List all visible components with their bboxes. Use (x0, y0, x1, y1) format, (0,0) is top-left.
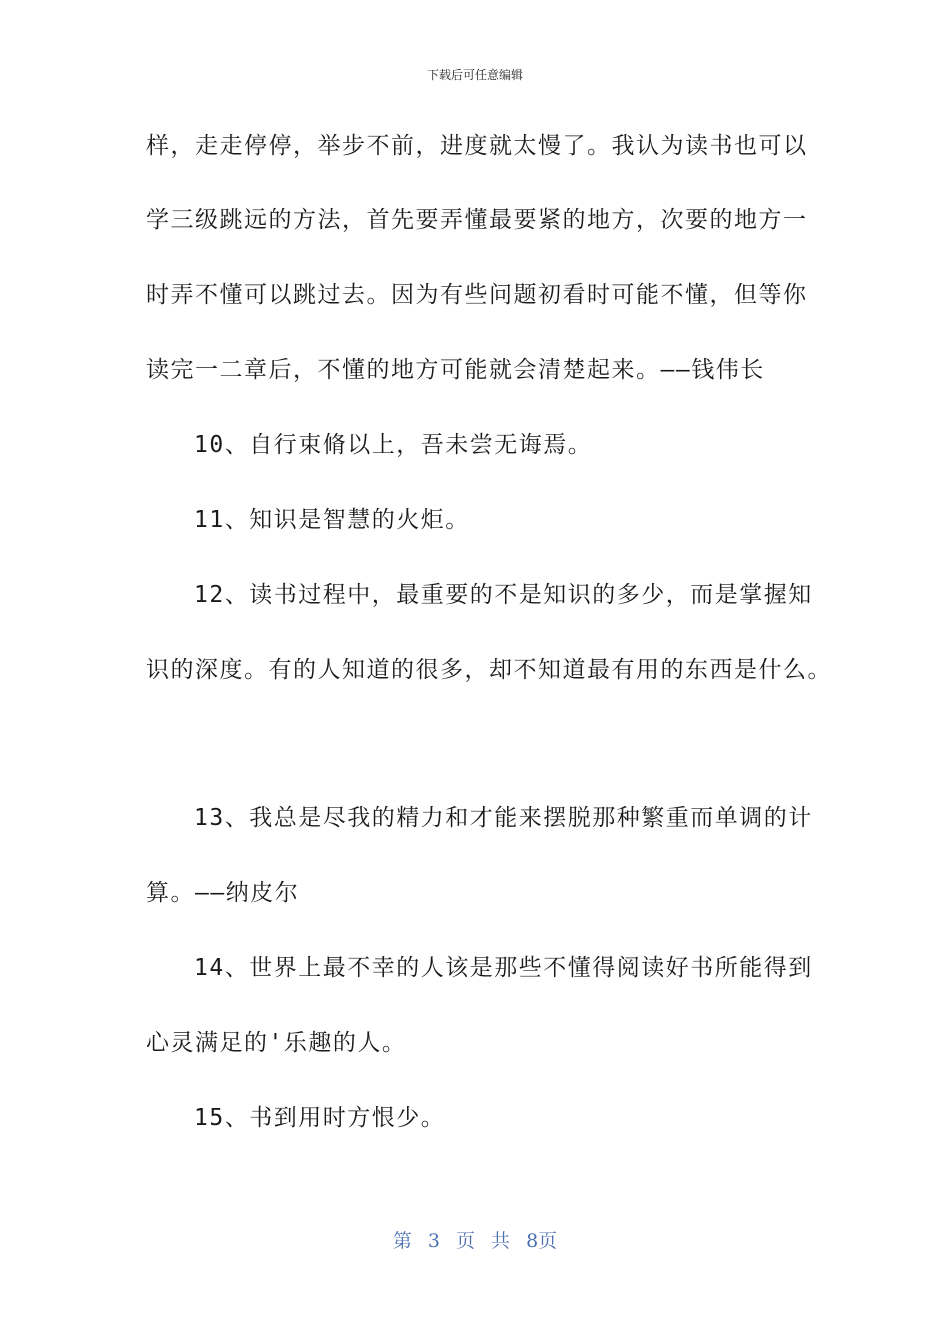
body-line: 心灵满足的'乐趣的人。 (146, 1030, 407, 1056)
body-line: 算。——纳皮尔 (146, 880, 300, 906)
quote-13: 13、我总是尽我的精力和才能来摆脱那种繁重而单调的计 (194, 805, 813, 831)
quote-15: 15、书到用时方恨少。 (194, 1105, 446, 1131)
quote-11: 11、知识是智慧的火炬。 (194, 507, 470, 533)
header-note: 下载后可任意编辑 (426, 68, 523, 82)
body-line: 读完一二章后，不懂的地方可能就会清楚起来。——钱伟长 (146, 357, 765, 383)
body-line: 学三级跳远的方法，首先要弄懂最要紧的地方，次要的地方一 (146, 207, 808, 233)
quote-12: 12、读书过程中，最重要的不是知识的多少，而是掌握知 (194, 582, 813, 608)
quote-10: 10、自行束脩以上，吾未尝无诲焉。 (194, 432, 593, 458)
body-line: 样，走走停停，举步不前，进度就太慢了。我认为读书也可以 (146, 133, 808, 159)
page-number: 第 3 页 共 8页 (392, 1230, 558, 1252)
quote-14: 14、世界上最不幸的人该是那些不懂得阅读好书所能得到 (194, 955, 813, 981)
body-line: 时弄不懂可以跳过去。因为有些问题初看时可能不懂，但等你 (146, 282, 808, 308)
body-line: 识的深度。有的人知道的很多，却不知道最有用的东西是什么。 (146, 657, 832, 683)
